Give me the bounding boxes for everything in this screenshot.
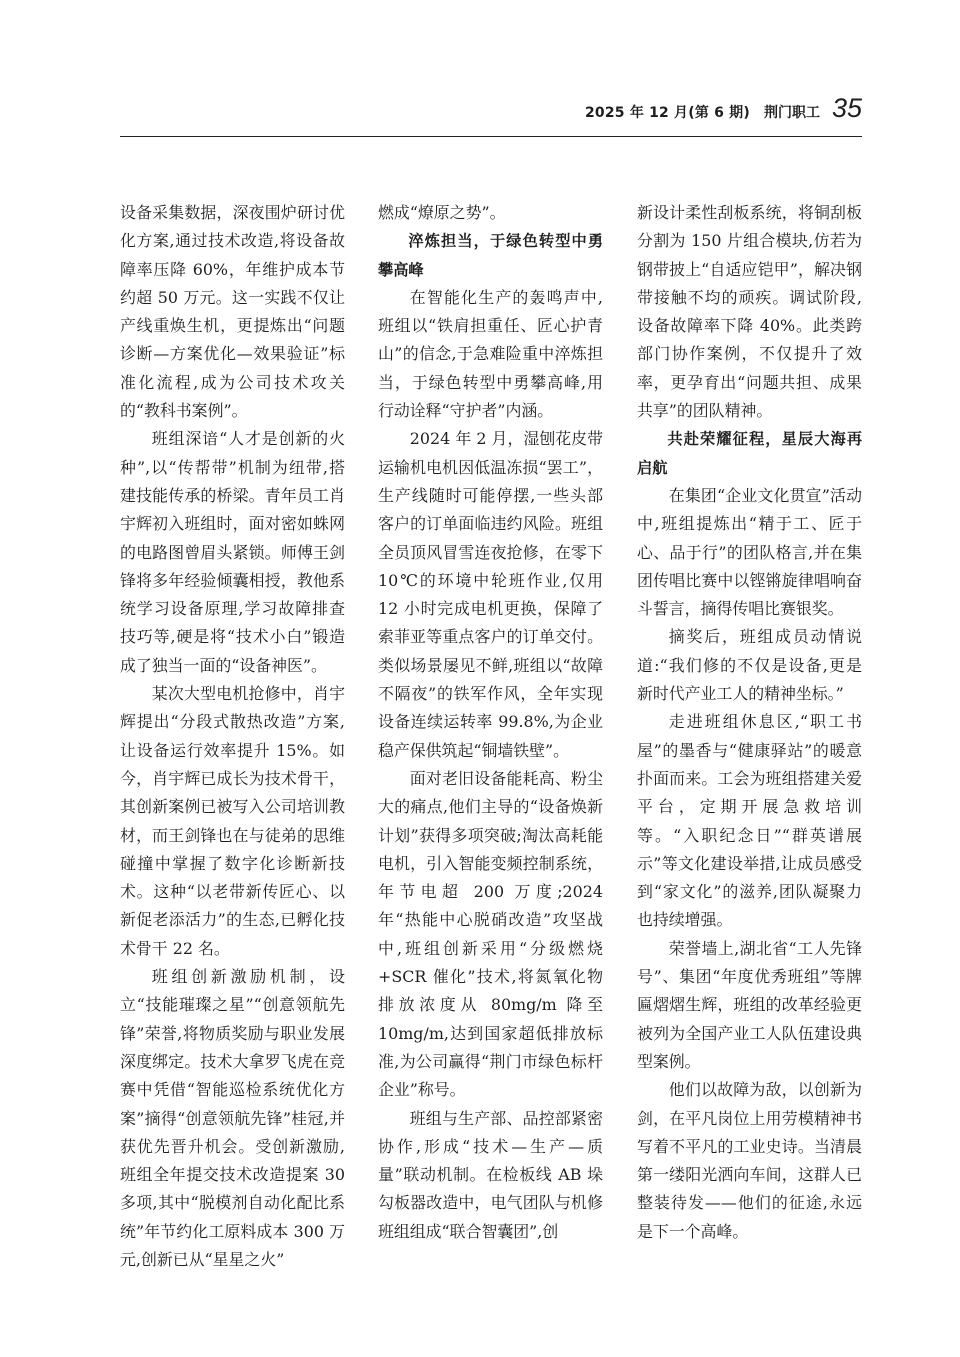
header-info bbox=[585, 93, 862, 124]
article-column-3 bbox=[637, 199, 862, 1246]
article-column-1 bbox=[120, 199, 345, 1274]
paragraph: 走进班组休息区,“职工书屋”的墨香与“健康驿站”的暖意扑面而来。工会为班组搭建关爱平台，定期开展急救培训等。“入职纪念日”“群英谱展示”等文化建设举措,让成员感受到“家文化”的滋养,团队凝聚力也持续增强。 bbox=[637, 712, 862, 930]
page-number: 35 bbox=[831, 93, 862, 123]
paragraph: 新设计柔性刮板系统，将铜刮板分割为 150 片组合模块,仿若为钢带披上“自适应铠甲”，解决钢带接触不均的顽疾。调试阶段,设备故障率下降 40%。此类跨部门协作案例，不仅提升了效率，更孕育出“问题共担、成果共享”的团队精神。 bbox=[637, 203, 862, 421]
section-heading: 淬炼担当，于绿色转型中勇攀高峰 bbox=[378, 232, 603, 279]
paragraph: 班组创新激励机制，设立“技能璀璨之星”“创意领航先锋”荣誉,将物质奖励与职业发展深度绑定。技术大拿罗飞虎在竞赛中凭借“智能巡检系统优化方案”摘得“创意领航先锋”桂冠,并获优先晋升机会。受创新激励,班组全年提交技术改造提案 30 多项,其中“脱模剂自动化配比系统”年节约化工原料成本 300 万元,创新已从“星星之火” bbox=[120, 967, 345, 1269]
paragraph: 某次大型电机抢修中，肖宇辉提出“分段式散热改造”方案,让设备运行效率提升 15%。如今，肖宇辉已成长为技术骨干，其创新案例已被写入公司培训教材，而王剑锋也在与徒弟的思维碰撞中掌握了数字化诊断新技术。这种“以老带新传匠心、以新促老添活力”的生态,已孵化技术骨干 22 名。 bbox=[120, 684, 345, 958]
page-header bbox=[120, 86, 862, 137]
publication-name: 荆门职工 bbox=[763, 105, 820, 121]
paragraph: 在集团“企业文化贯宣”活动中,班组提炼出“精于工、匠于心、品于行”的团队格言,并在集团传唱比赛中以铿锵旋律唱响奋斗誓言，摘得传唱比赛银奖。 bbox=[637, 485, 862, 619]
paragraph: 班组与生产部、品控部紧密协作,形成“技术—生产—质量”联动机制。在检板线 AB 垛勾板器改造中，电气团队与机修班组组成“联合智囊团”,创 bbox=[378, 1108, 603, 1241]
paragraph: 他们以故障为敌，以创新为剑，在平凡岗位上用劳模精神书写着不平凡的工业史诗。当清晨第一缕阳光洒向车间，这群人已整装待发——他们的征途,永远是下一个高峰。 bbox=[637, 1080, 862, 1241]
paragraph: 2024 年 2 月，湿刨花皮带运输机电机因低温冻损“罢工”，生产线随时可能停摆,一些头部客户的订单面临违约风险。班组全员顶风冒雪连夜抢修，在零下 10℃的环境中轮班作业,仅用 12 小时完成电机更换，保障了索菲亚等重点客户的订单交付。类似场景屡见不鲜,班组以“故障不隔夜”的铁军作风，全年实现设备连续运转率 99.8%,为企业稳产保供筑起“铜墙铁壁”。 bbox=[378, 429, 603, 760]
paragraph: 在智能化生产的轰鸣声中,班组以“铁肩担重任、匠心护青山”的信念,于急难险重中淬炼担当，于绿色转型中勇攀高峰,用行动诠释“守护者”内涵。 bbox=[378, 287, 603, 421]
paragraph: 设备采集数据，深夜围炉研讨优化方案,通过技术改造,将设备故障率压降 60%，年维护成本节约超 50 万元。这一实践不仅让产线重焕生机，更提炼出“问题诊断—方案优化—效果验证”标准化流程,成为公司技术攻关的“教科书案例”。 bbox=[120, 203, 345, 421]
paragraph: 燃成“燎原之势”。 bbox=[378, 203, 506, 222]
paragraph: 摘奖后，班组成员动情说道:“我们修的不仅是设备,更是新时代产业工人的精神坐标。” bbox=[637, 627, 862, 704]
section-heading: 共赴荣耀征程，星辰大海再启航 bbox=[637, 430, 862, 477]
issue-date: 2025 年 12 月(第 6 期) bbox=[584, 105, 750, 121]
article-column-2 bbox=[378, 199, 603, 1246]
paragraph: 面对老旧设备能耗高、粉尘大的痛点,他们主导的“设备焕新计划”获得多项突破;淘汰高耗能电机，引入智能变频控制系统，年节电超 200 万度;2024 年“热能中心脱硝改造”攻坚战中,班组创新采用“分级燃烧 +SCR 催化”技术,将氮氧化物排放浓度从 80mg/m 降至 10mg/m,达到国家超低排放标准,为公司赢得“荆门市绿色标杆企业”称号。 bbox=[378, 768, 603, 1100]
paragraph: 班组深谙“人才是创新的火种”,以“传帮带”机制为纽带,搭建技能传承的桥梁。青年员工肖宇辉初入班组时，面对密如蛛网的电路图曾眉头紧锁。师傅王剑锋将多年经验倾囊相授，教他系统学习设备原理,学习故障排查技巧等,硬是将“技术小白”锻造成了独当一面的“设备神医”。 bbox=[120, 429, 345, 675]
paragraph: 荣誉墙上,湖北省“工人先锋号”、集团“年度优秀班组”等牌匾熠熠生辉，班组的改革经验更被列为全国产业工人队伍建设典型案例。 bbox=[637, 938, 862, 1071]
